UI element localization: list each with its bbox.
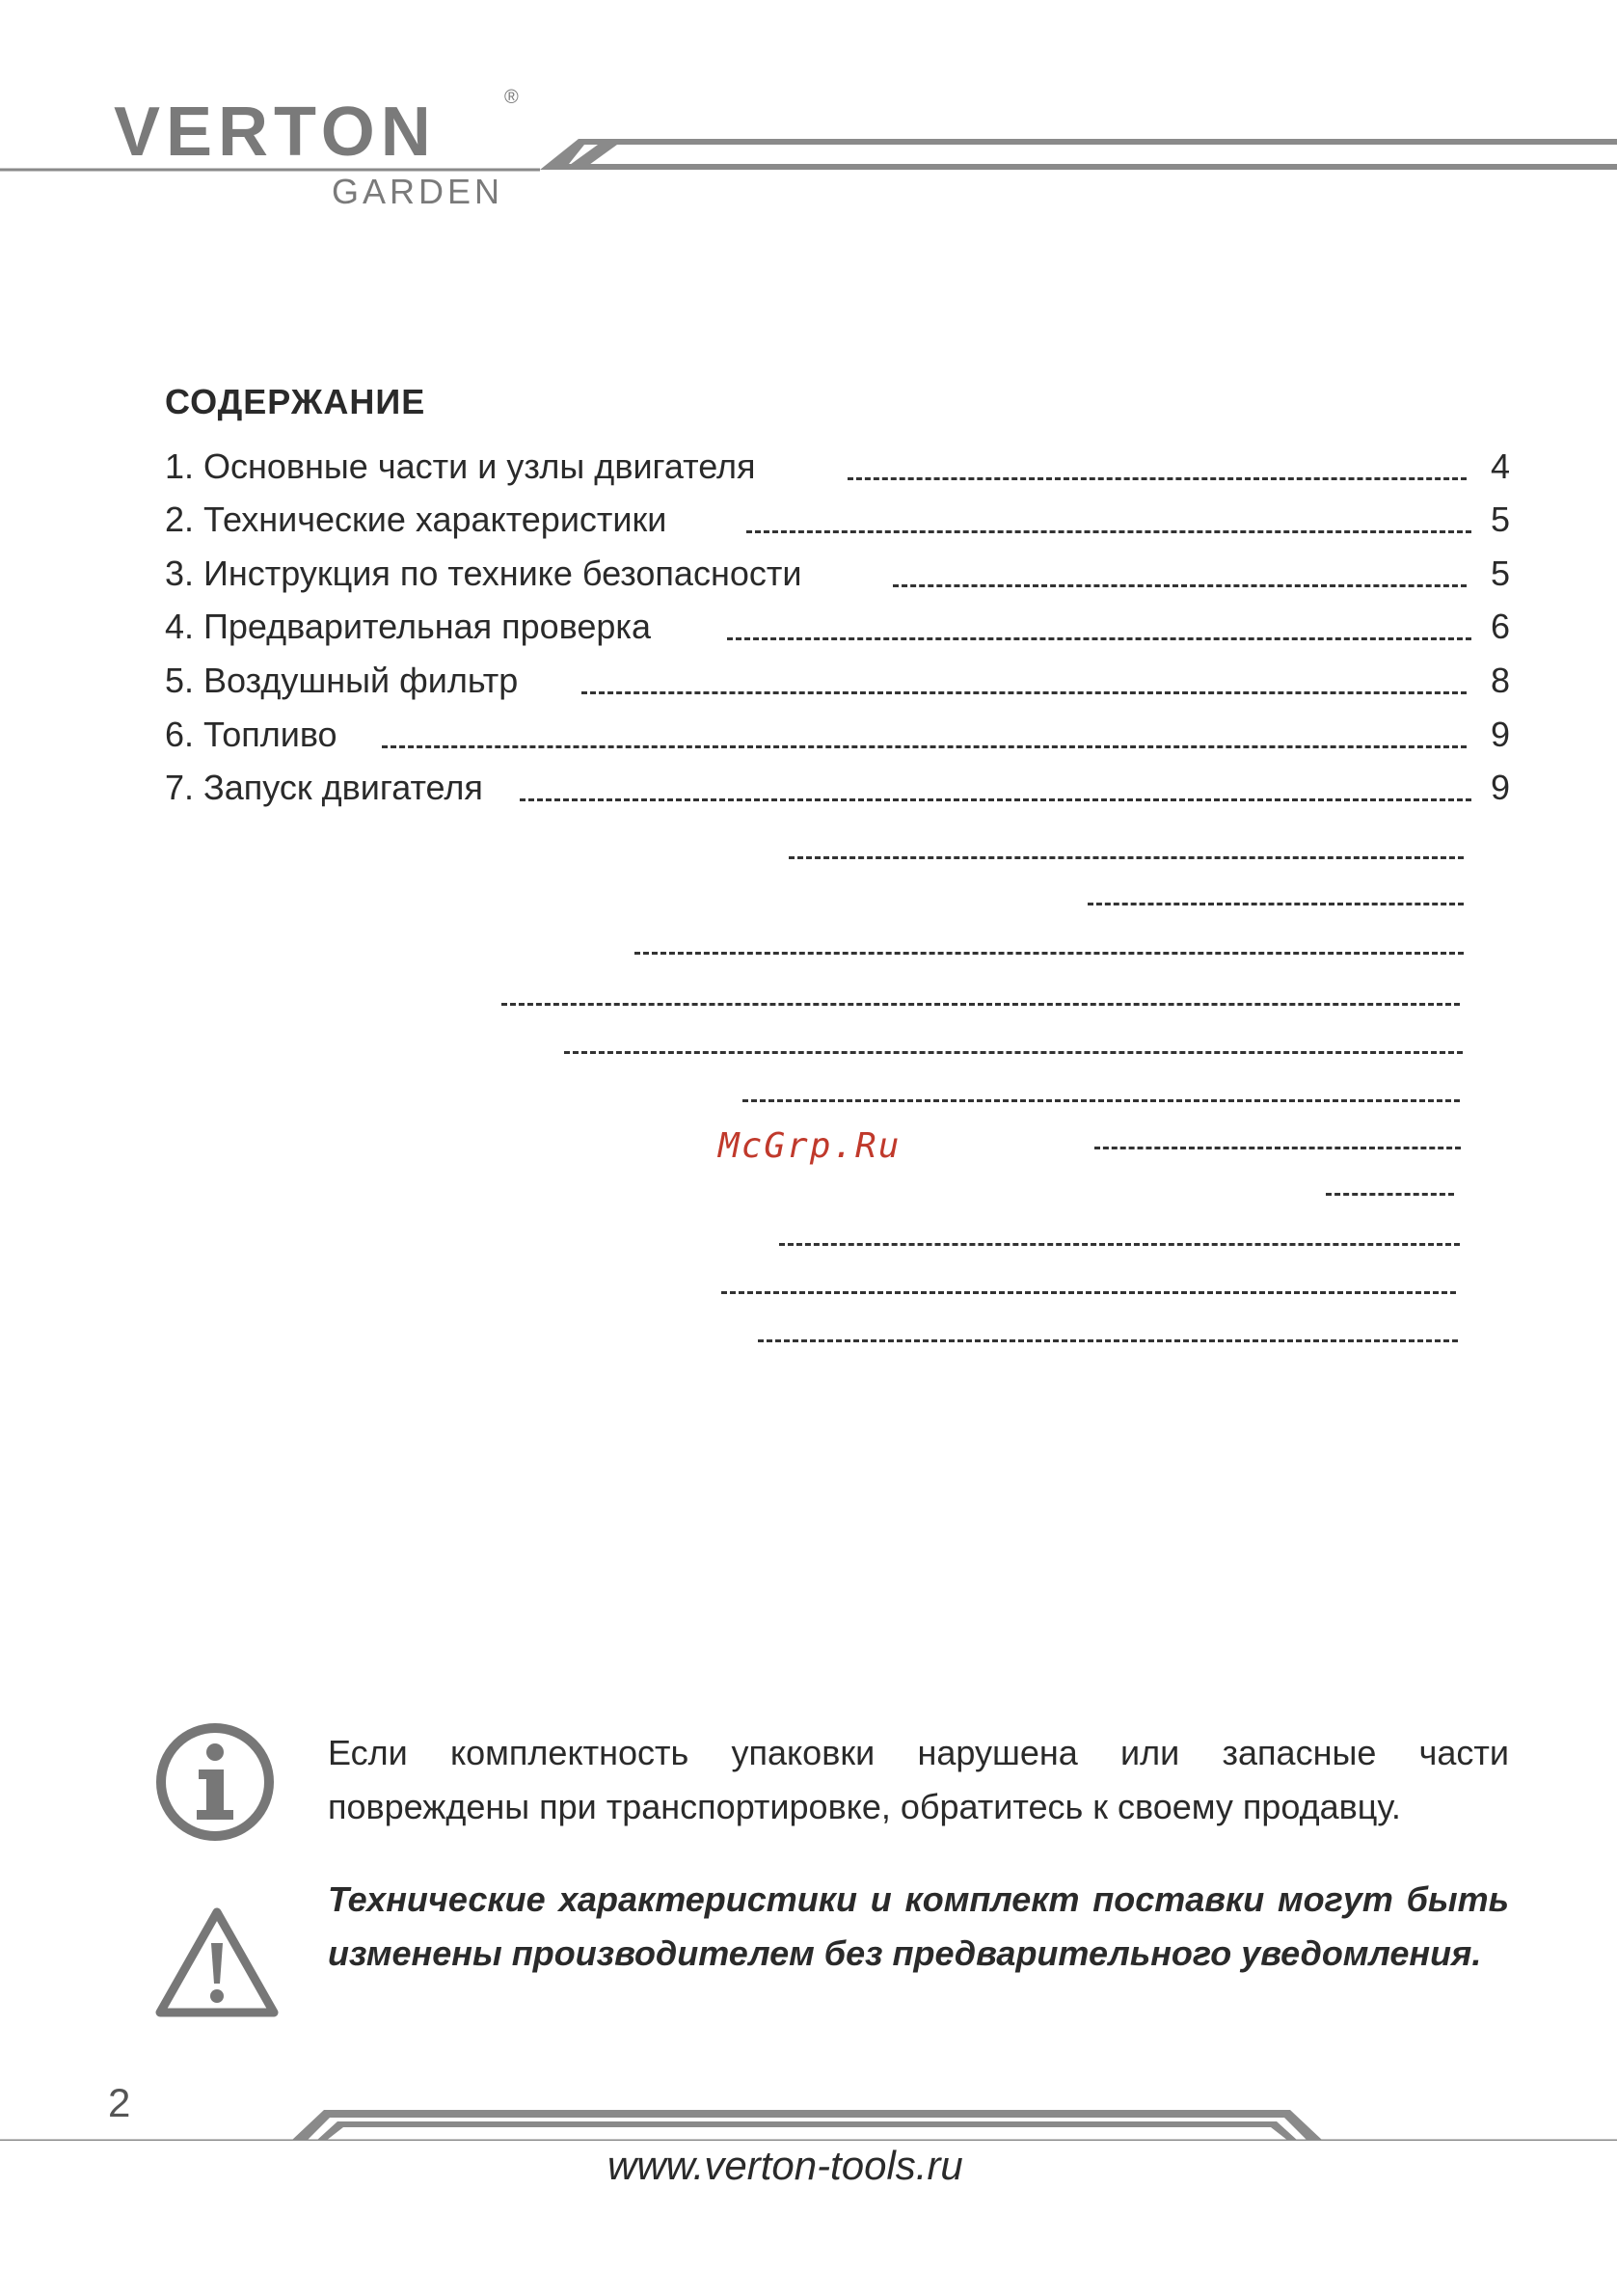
watermark: McGrp.Ru	[718, 1126, 902, 1166]
toc-leader	[581, 691, 1467, 694]
toc-leader	[727, 637, 1471, 640]
toc-item-page: 9	[1490, 715, 1510, 754]
toc-item-label: 1. Основные части и узлы двигателя	[165, 446, 762, 487]
warning-note: Технические характеристики и комплект поставки могут быть изменены производителем без предварительного уведомления.	[328, 1879, 1509, 1973]
toc-item[interactable]	[165, 768, 1510, 812]
toc-leader	[382, 745, 1467, 748]
toc-leader-orphan	[1088, 903, 1464, 905]
toc-title: СОДЕРЖАНИЕ	[165, 382, 426, 421]
toc-item-label: 5. Воздушный фильтр	[165, 661, 524, 701]
info-note-line1: Если комплектность упаковки нарушена или запасные части	[328, 1733, 1509, 1772]
toc-leader-orphan	[742, 1099, 1460, 1102]
toc-item-page: 9	[1490, 768, 1510, 807]
toc-leader-orphan	[789, 856, 1464, 859]
toc-item[interactable]	[165, 446, 1510, 491]
toc-leader-orphan	[758, 1339, 1458, 1342]
toc-leader	[848, 477, 1467, 480]
toc-item-label: 3. Инструкция по технике безопасности	[165, 554, 807, 594]
toc-item-page: 6	[1490, 607, 1510, 646]
toc-item[interactable]	[165, 661, 1510, 705]
toc-item-label: 7. Запуск двигателя	[165, 768, 489, 808]
toc-item[interactable]	[165, 500, 1510, 544]
toc-leader-orphan	[1326, 1193, 1454, 1196]
toc-item-page: 4	[1490, 446, 1510, 486]
toc-item-label: 2. Технические характеристики	[165, 500, 672, 540]
toc-item[interactable]	[165, 554, 1510, 598]
toc-item[interactable]	[165, 607, 1510, 651]
toc-item-page: 5	[1490, 554, 1510, 593]
toc-leader-orphan	[634, 952, 1464, 955]
page-number: 2	[108, 2080, 131, 2125]
footer-rule	[0, 2102, 1617, 2141]
toc-leader-orphan	[1094, 1147, 1461, 1149]
toc-item-page: 5	[1490, 500, 1510, 539]
info-icon	[154, 1721, 276, 1843]
header-rule	[0, 125, 1617, 183]
toc-leader	[893, 584, 1467, 587]
sub-brand: GARDEN	[332, 172, 504, 211]
toc-leader-orphan	[779, 1243, 1460, 1246]
info-note-line2: повреждены при транспортировке, обратитесь к своему продавцу.	[328, 1787, 1401, 1826]
toc-leader	[520, 798, 1471, 801]
brand-name: VERTON	[114, 94, 437, 171]
toc-leader-orphan	[564, 1051, 1463, 1054]
warning-icon	[154, 1904, 280, 2020]
toc-leader-orphan	[721, 1291, 1456, 1294]
toc-item[interactable]	[165, 715, 1510, 759]
toc-leader-orphan	[501, 1003, 1460, 1006]
registered-mark: ®	[504, 87, 519, 108]
toc-item-page: 8	[1490, 661, 1510, 700]
toc-item-label: 4. Предварительная проверка	[165, 607, 657, 647]
toc-leader	[746, 530, 1471, 533]
toc-item-label: 6. Топливо	[165, 715, 343, 755]
website-link[interactable]: www.verton-tools.ru	[607, 2143, 963, 2188]
